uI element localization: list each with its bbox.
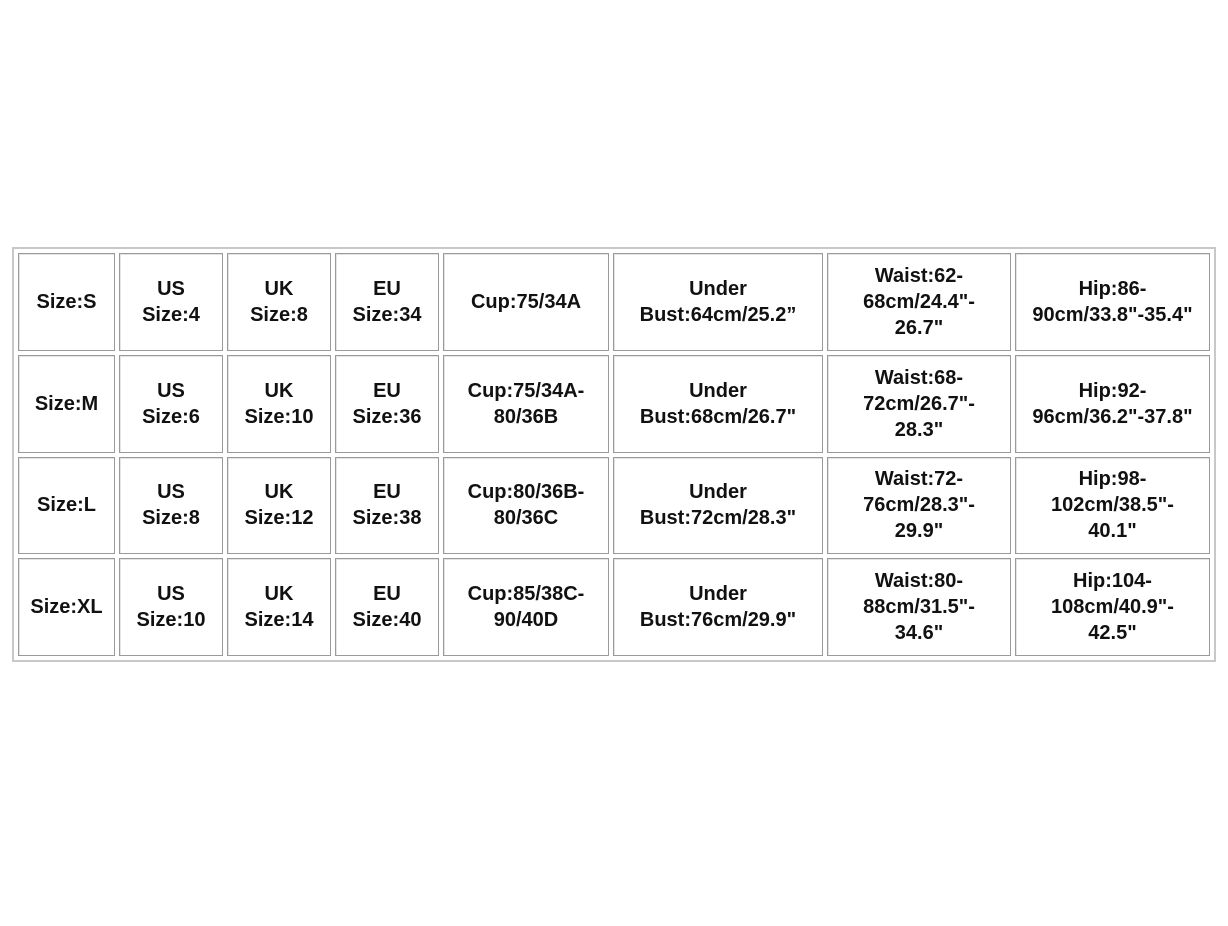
- table-row: [18, 558, 1210, 656]
- us-size-cell: US Size:8: [119, 457, 223, 555]
- table-row: [18, 355, 1210, 453]
- hip-cell: Hip:92- 96cm/36.2"-37.8": [1015, 355, 1210, 453]
- waist-cell: Waist:68- 72cm/26.7"- 28.3": [827, 355, 1011, 453]
- table-row: [18, 253, 1210, 351]
- us-size-cell: US Size:4: [119, 253, 223, 351]
- cup-cell: Cup:75/34A- 80/36B: [443, 355, 609, 453]
- us-size-cell: US Size:6: [119, 355, 223, 453]
- waist-cell: Waist:80- 88cm/31.5"- 34.6": [827, 558, 1011, 656]
- table-row: [18, 457, 1210, 555]
- under-bust-cell: Under Bust:76cm/29.9": [613, 558, 823, 656]
- hip-cell: Hip:104- 108cm/40.9"- 42.5": [1015, 558, 1210, 656]
- uk-size-cell: UK Size:10: [227, 355, 331, 453]
- size-cell: Size:S: [18, 253, 115, 351]
- under-bust-cell: Under Bust:72cm/28.3": [613, 457, 823, 555]
- under-bust-cell: Under Bust:64cm/25.2”: [613, 253, 823, 351]
- cup-cell: Cup:75/34A: [443, 253, 609, 351]
- eu-size-cell: EU Size:38: [335, 457, 439, 555]
- cup-cell: Cup:85/38C- 90/40D: [443, 558, 609, 656]
- size-cell: Size:M: [18, 355, 115, 453]
- eu-size-cell: EU Size:36: [335, 355, 439, 453]
- eu-size-cell: EU Size:34: [335, 253, 439, 351]
- waist-cell: Waist:72- 76cm/28.3"- 29.9": [827, 457, 1011, 555]
- uk-size-cell: UK Size:14: [227, 558, 331, 656]
- us-size-cell: US Size:10: [119, 558, 223, 656]
- size-cell: Size:XL: [18, 558, 115, 656]
- cup-cell: Cup:80/36B- 80/36C: [443, 457, 609, 555]
- eu-size-cell: EU Size:40: [335, 558, 439, 656]
- hip-cell: Hip:86- 90cm/33.8"-35.4": [1015, 253, 1210, 351]
- under-bust-cell: Under Bust:68cm/26.7": [613, 355, 823, 453]
- size-cell: Size:L: [18, 457, 115, 555]
- uk-size-cell: UK Size:12: [227, 457, 331, 555]
- waist-cell: Waist:62- 68cm/24.4"- 26.7": [827, 253, 1011, 351]
- hip-cell: Hip:98- 102cm/38.5"- 40.1": [1015, 457, 1210, 555]
- size-chart-table: [14, 249, 1214, 660]
- size-chart: [12, 247, 1216, 662]
- uk-size-cell: UK Size:8: [227, 253, 331, 351]
